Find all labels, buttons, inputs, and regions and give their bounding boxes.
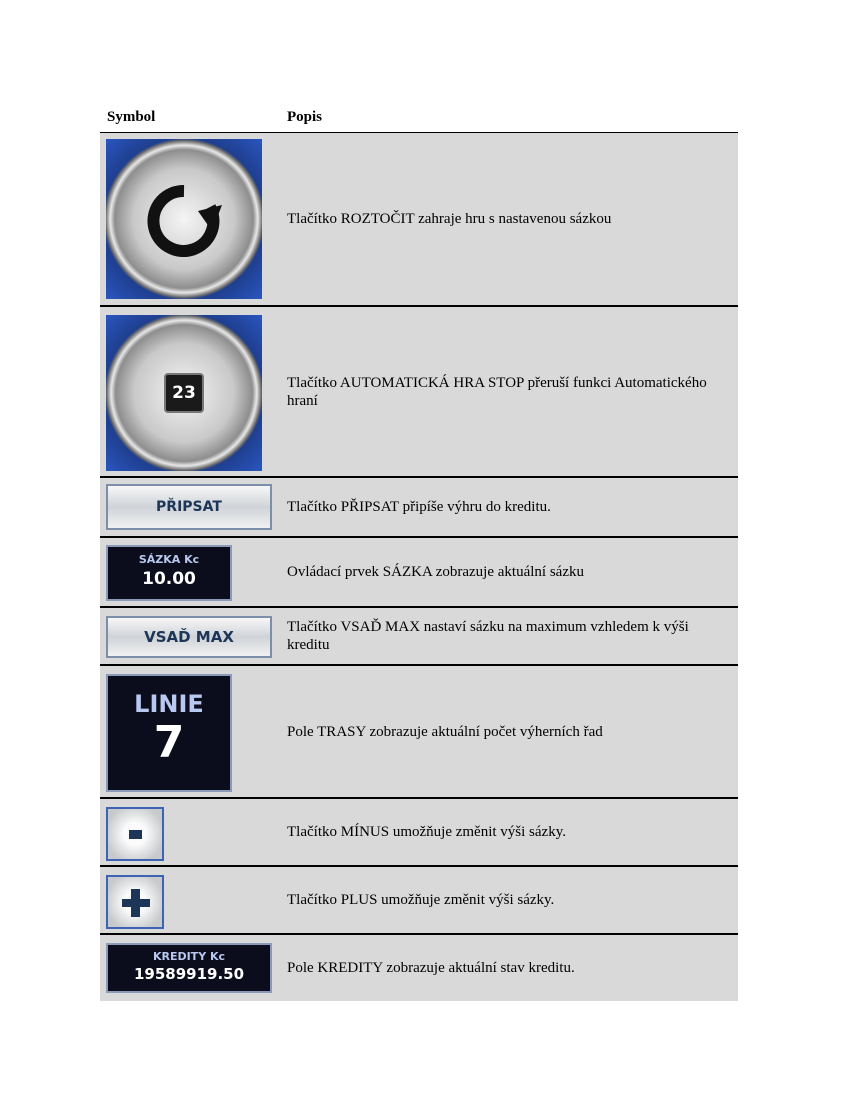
table-row — [100, 935, 738, 1001]
row-description: Tlačítko PLUS umožňuje změnit výši sázky. — [287, 892, 555, 908]
row-description: Tlačítko ROZTOČIT zahraje hru s nastavenou sázkou — [287, 211, 612, 227]
table-row — [100, 799, 738, 867]
table-row — [100, 307, 738, 478]
table-row — [100, 133, 738, 307]
bet-panel-icon — [106, 545, 232, 601]
bet-value: 10.00 — [142, 569, 196, 589]
table-row — [100, 867, 738, 935]
header-description: Popis — [287, 109, 323, 125]
spin-button-icon — [106, 139, 262, 299]
autoplay-count-badge: 23 — [164, 373, 204, 413]
table-row — [100, 666, 738, 799]
table-row — [100, 538, 738, 608]
row-description: Tlačítko AUTOMATICKÁ HRA STOP přeruší funkci Automatického hraní — [287, 374, 707, 409]
credits-panel-icon — [106, 943, 272, 993]
row-description: Ovládací prvek SÁZKA zobrazuje aktuální sázku — [287, 564, 584, 580]
credits-value: 19589919.50 — [133, 965, 245, 983]
autoplay-stop-button-icon — [106, 315, 262, 471]
row-description: Pole TRASY zobrazuje aktuální počet výherních řad — [287, 723, 603, 740]
symbol-table — [100, 106, 738, 1001]
collect-button-icon: PŘIPSAT — [106, 484, 272, 530]
bet-label: SÁZKA Kc — [138, 553, 200, 566]
table-header — [100, 106, 738, 133]
table-row — [100, 478, 738, 538]
lines-value: 7 — [153, 717, 185, 768]
row-description: Pole KREDITY zobrazuje aktuální stav kreditu. — [287, 960, 575, 976]
row-description: Tlačítko MÍNUS umožňuje změnit výši sázky. — [287, 824, 566, 840]
lines-label: LINIE — [134, 690, 204, 718]
row-description: Tlačítko VSAĎ MAX nastaví sázku na maximum vzhledem k výši kreditu — [287, 619, 689, 653]
header-symbol: Symbol — [107, 109, 156, 125]
bet-max-button-icon: VSAĎ MAX — [106, 616, 272, 658]
table-row — [100, 608, 738, 666]
lines-panel-icon — [106, 674, 232, 792]
row-description: Tlačítko PŘIPSAT připíše výhru do kreditu. — [287, 499, 551, 515]
minus-button-icon — [106, 807, 164, 861]
plus-button-icon — [106, 875, 164, 929]
credits-label: KREDITY Kc — [152, 950, 226, 963]
